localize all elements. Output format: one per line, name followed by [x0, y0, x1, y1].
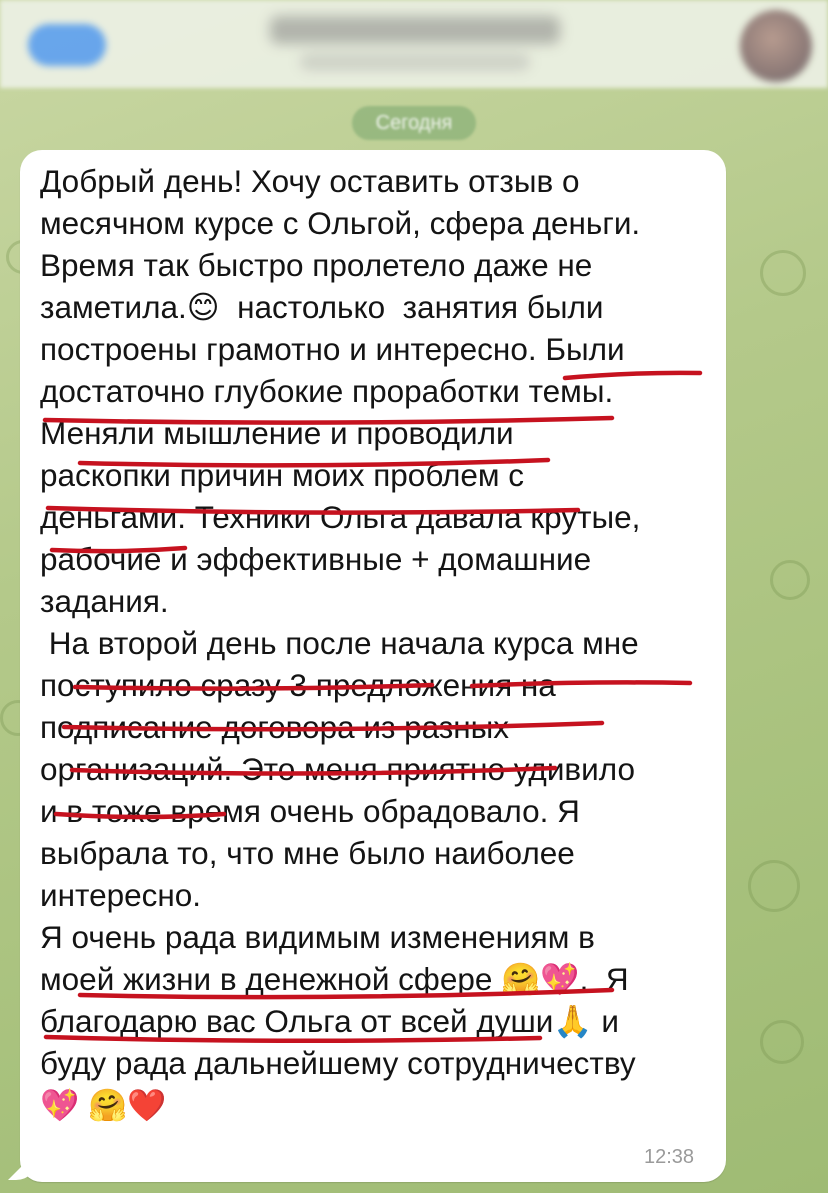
- date-separator: Сегодня: [352, 106, 476, 140]
- message-time: 12:38: [644, 1146, 695, 1168]
- message-text: Добрый день! Хочу оставить отзыв о месячном курсе с Ольгой, сфера деньги. Время так быстро пролетело даже не заметила.😊 настолько занятия были построены грамотно и интересно. Были достаточно глубокие проработки темы. Меняли мышление и проводили раскопки причин моих проблем с деньгами. Техники Ольга давала крутые, рабочие и эффективные + домашние задания. На второй день после начала курса мне поступило сразу 3 предложения на подписание договора из разных организаций. Это меня приятно удивило и в тоже время очень обрадовало. Я выбрала то, что мне было наиболее интересно. Я очень рада видимым изменениям в моей жизни в денежной сфере 🤗💖. Я благодарю вас Ольга от всей души🙏 и буду рада дальнейшему сотрудничеству 💖 🤗❤️: [40, 163, 641, 1123]
- back-button[interactable]: [28, 24, 106, 66]
- contact-avatar[interactable]: [740, 10, 812, 82]
- chat-header: [0, 0, 828, 88]
- chat-title: [270, 16, 560, 44]
- chat-subtitle: [300, 54, 530, 70]
